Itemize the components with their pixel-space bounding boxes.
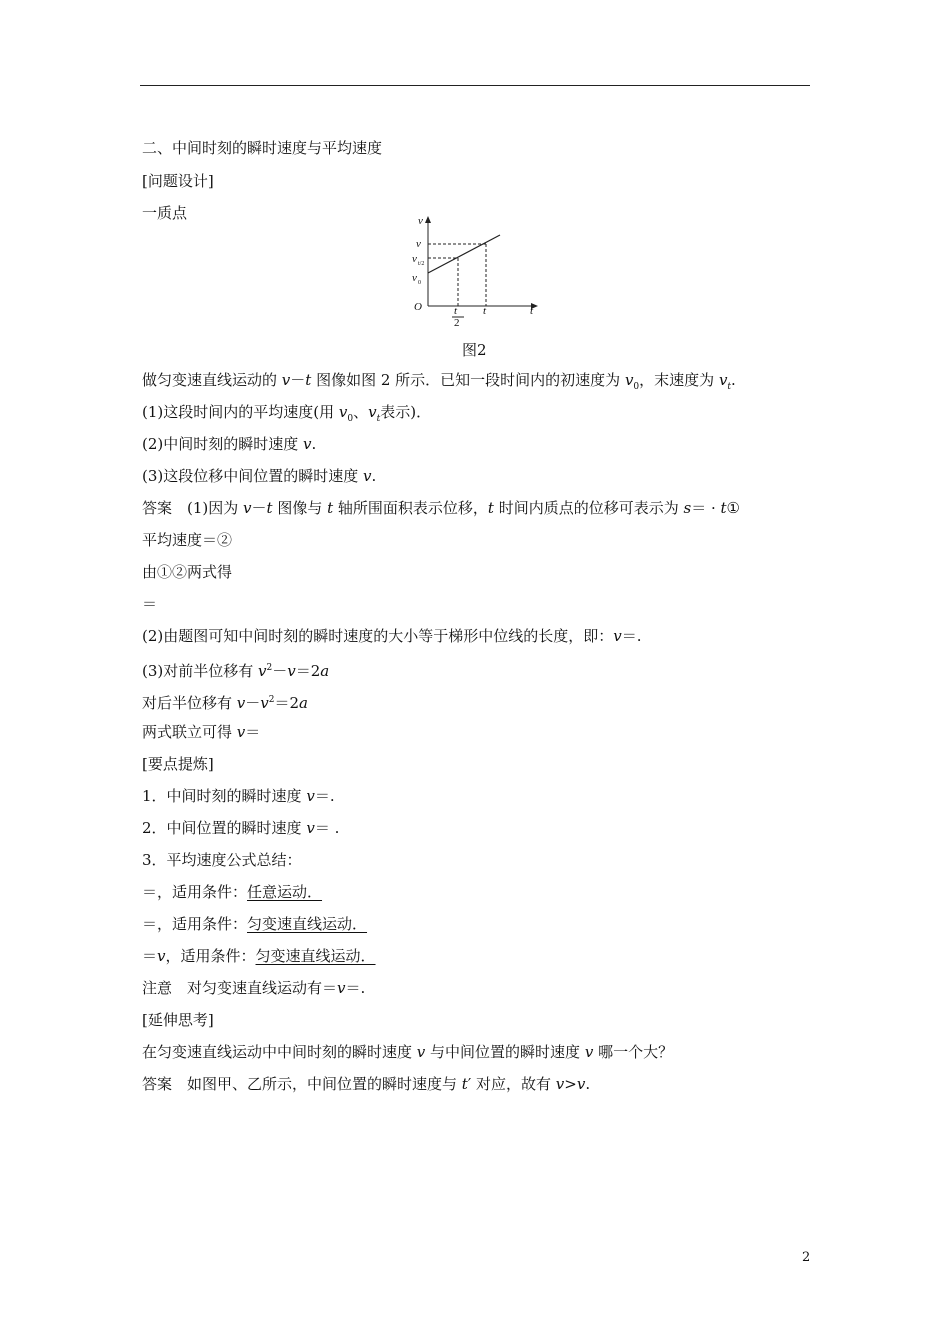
- answer-7: 对后半位移有 $v-v^2=2a$: [142, 694, 308, 712]
- question-intro: 做匀变速直线运动的 v－t 图像如图 2 所示．已知一段时间内的初速度为 $v_0$，末速度为 $v_t$.: [142, 371, 736, 392]
- answer-1: 答案 (1)因为 v－t 图像与 t 轴所围面积表示位移，t 时间内质点的位移可表示为 s＝ · t①: [142, 499, 740, 517]
- answer-4: ＝: [142, 595, 158, 613]
- extension-answer: 答案 如图甲、乙所示，中间位置的瞬时速度与 t′ 对应，故有 v>v.: [142, 1075, 591, 1093]
- vt-graph-figure: [408, 210, 548, 328]
- note-line: 注意 对匀变速直线运动有＝v＝.: [142, 979, 366, 997]
- answer-5: (2)由题图可知中间时刻的瞬时速度的大小等于梯形中位线的长度，即：v＝.: [142, 627, 642, 645]
- answer-3: 由①②两式得: [142, 563, 233, 581]
- v-label: v: [416, 238, 421, 250]
- formula-2: ＝，适用条件：匀变速直线运动．: [142, 915, 368, 933]
- question-3: (3)这段位移中间位置的瞬时速度 v.: [142, 467, 377, 485]
- question-1: (1)这段时间内的平均速度(用 $v_0$、$v_t$表示)．: [142, 403, 432, 424]
- v-axis-arrow: [425, 216, 431, 223]
- intro-text: 一质点: [142, 204, 188, 222]
- header-rule: [140, 85, 810, 86]
- extension-label: [延伸思考]: [142, 1011, 214, 1029]
- key-points-label: [要点提炼]: [142, 755, 214, 773]
- thalf-num-label: t: [454, 305, 458, 317]
- section-heading: 二、中间时刻的瞬时速度与平均速度: [142, 139, 383, 157]
- thalf-den-label: 2: [454, 317, 460, 328]
- extension-question: 在匀变速直线运动中中间时刻的瞬时速度 v 与中间位置的瞬时速度 v 哪一个大？: [142, 1043, 674, 1061]
- origin-label: O: [414, 301, 422, 313]
- key-point-1: 1．中间时刻的瞬时速度 v＝.: [142, 787, 335, 805]
- formula-3: ＝v，适用条件：匀变速直线运动．: [142, 947, 376, 965]
- page-number: 2: [802, 1250, 811, 1265]
- t-label: t: [483, 305, 487, 317]
- t-axis-label: t: [530, 305, 534, 317]
- v0-label: v: [412, 272, 417, 284]
- key-point-3: 3．平均速度公式总结：: [142, 851, 302, 869]
- answer-2: 平均速度＝②: [142, 531, 233, 549]
- figure-caption: 图2: [462, 341, 487, 359]
- question-2: (2)中间时刻的瞬时速度 v.: [142, 435, 317, 453]
- vhalf-subscript: t/2: [418, 261, 425, 267]
- velocity-line: [428, 235, 500, 273]
- v-axis-label: v: [418, 215, 423, 227]
- problem-design-label: [问题设计]: [142, 172, 214, 190]
- answer-8: 两式联立可得 v＝: [142, 723, 261, 741]
- answer-6: (3)对前半位移有 $v^2-v=2a$: [142, 662, 330, 680]
- formula-1: ＝，适用条件：任意运动．: [142, 883, 323, 901]
- key-point-2: 2．中间位置的瞬时速度 v＝ .: [142, 819, 340, 837]
- v0-subscript: 0: [418, 280, 421, 286]
- vhalf-label: v: [412, 253, 417, 265]
